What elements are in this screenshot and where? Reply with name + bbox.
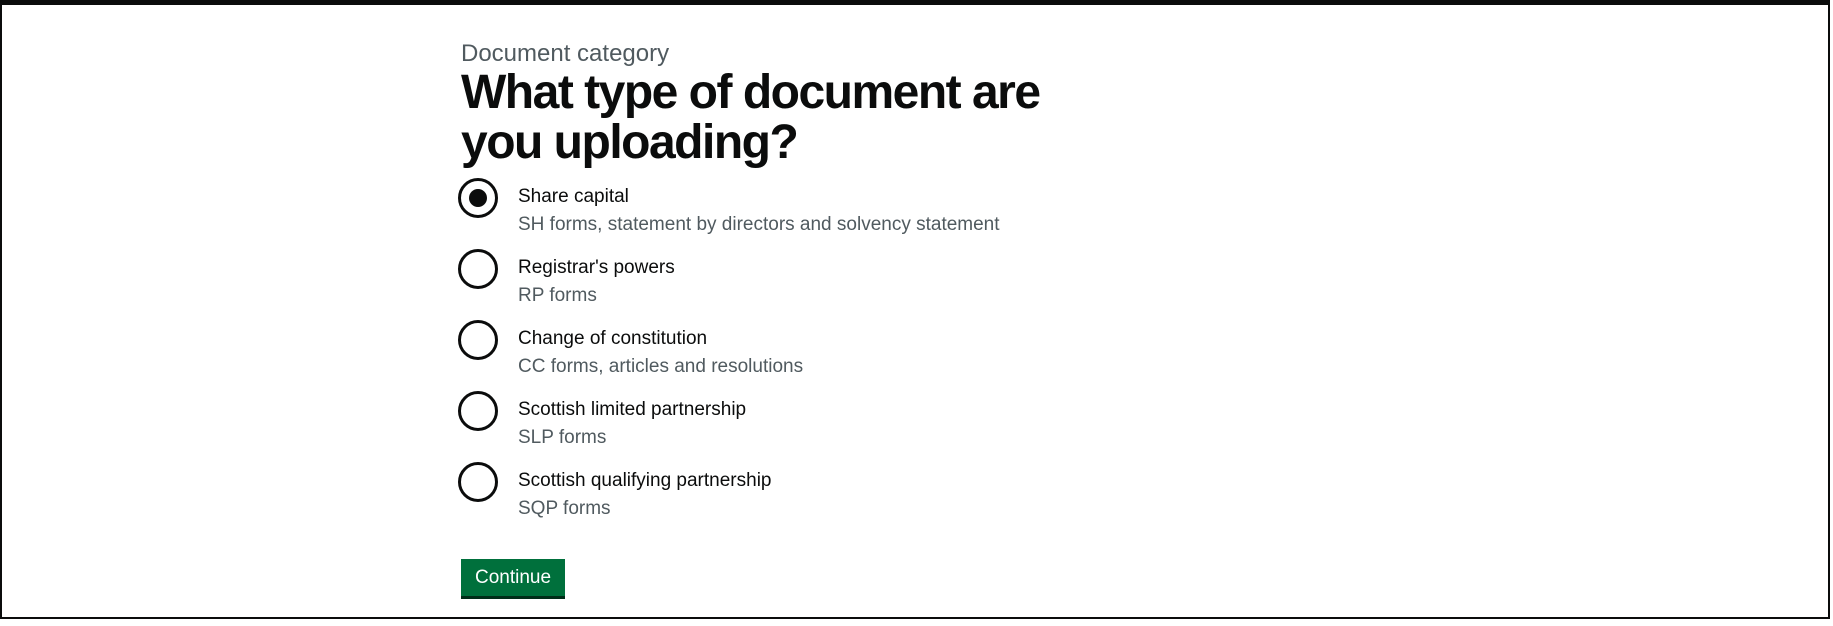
radio-option-scottish-qualifying-partnership[interactable]	[461, 462, 1061, 521]
radio-option-share-capital[interactable]	[461, 178, 1061, 237]
radio-option-hint: RP forms	[518, 285, 597, 306]
radio-option-hint: CC forms, articles and resolutions	[518, 356, 804, 377]
main-content	[461, 42, 1061, 596]
radio-option-label[interactable]: Change of constitution	[518, 328, 708, 349]
radio-option-registrars-powers[interactable]	[461, 249, 1061, 308]
radio-button-icon[interactable]	[458, 391, 498, 431]
radio-selected-dot	[469, 189, 487, 207]
radio-button-icon[interactable]	[458, 249, 498, 289]
radio-option-hint: SH forms, statement by directors and solvency statement	[518, 214, 1000, 235]
radio-option-label[interactable]: Share capital	[518, 186, 629, 207]
page-title: What type of document are you uploading?	[461, 66, 1040, 169]
radio-button-icon[interactable]	[458, 462, 498, 502]
radio-option-label[interactable]: Registrar's powers	[518, 257, 675, 278]
radio-option-label[interactable]: Scottish qualifying partnership	[518, 470, 772, 491]
radio-option-label[interactable]: Scottish limited partnership	[518, 399, 747, 420]
radio-option-hint: SLP forms	[518, 427, 607, 448]
radio-button-icon[interactable]	[458, 178, 498, 218]
document-category-radio-group	[461, 178, 1061, 521]
form-caption: Document category	[461, 40, 670, 67]
radio-button-icon[interactable]	[458, 320, 498, 360]
radio-option-change-of-constitution[interactable]	[461, 320, 1061, 379]
radio-option-scottish-limited-partnership[interactable]	[461, 391, 1061, 450]
continue-button[interactable]: Continue	[461, 559, 565, 596]
radio-option-hint: SQP forms	[518, 498, 611, 519]
